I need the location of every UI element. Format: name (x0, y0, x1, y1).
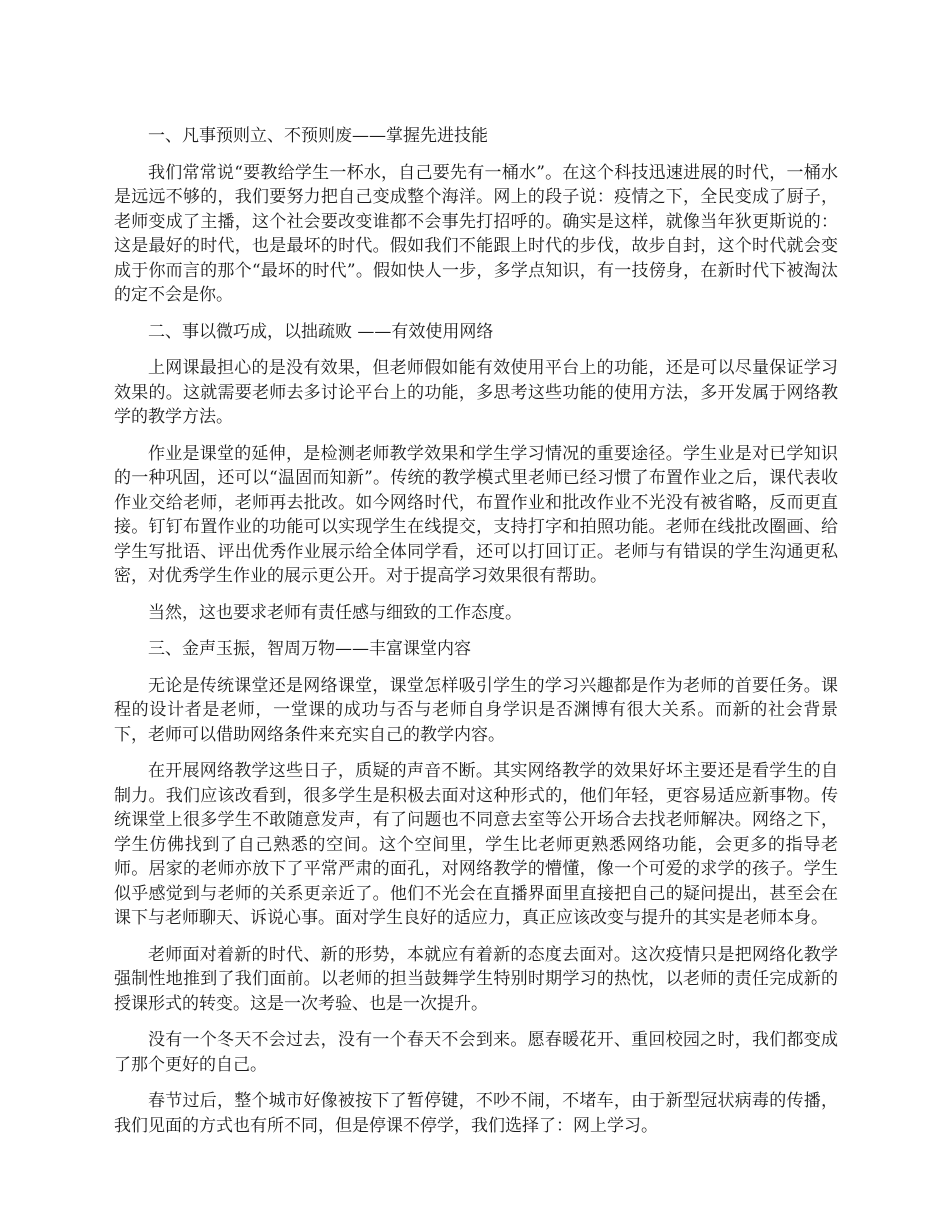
paragraph-9: 春节过后，整个城市好像被按下了暂停键，不吵不闹，不堵车，由于新型冠状病毒的传播，我们见面的方式也有所不同，但是停课不停学，我们选择了：网上学习。 (114, 1091, 838, 1136)
paragraph-6: 在开展网络教学这些日子，质疑的声音不断。其实网络教学的效果好坏主要还是看学生的自制力。我们应该改看到，很多学生是积极去面对这种形式的，他们年轻，更容易适应新事物。传统课堂上很多学生不敢随意发声，有了问题也不同意去室等公开场合去找老师解决。网络之下，学生仿佛找到了自己熟悉的空间。这个空间里，学生比老师更熟悉网络功能，会更多的指导老师。居家的老师亦放下了平常严肃的面孔，对网络教学的懵懂，像一个可爱的求学的孩子。学生似乎感觉到与老师的关系更亲近了。他们不光会在直播界面里直接把自己的疑问提出，甚至会在课下与老师聊天、诉说心事。面对学生良好的适应力，真正应该改变与提升的其实是老师本身。 (114, 761, 838, 928)
paragraph-4: 当然，这也要求老师有责任感与细致的工作态度。 (148, 602, 522, 623)
section-heading-3: 三、金声玉振，智周万物——丰富课堂内容 (148, 639, 471, 659)
paragraph-5: 无论是传统课堂还是网络课堂，课堂怎样吸引学生的学习兴趣都是作为老师的首要任务。课程的设计者是老师，一堂课的成功与否与老师自身学识是否渊博有很大关系。而新的社会背景下，老师可以借助网络条件来充实自己的教学内容。 (114, 675, 838, 745)
paragraph-7: 老师面对着新的时代、新的形势，本就应有着新的态度去面对。这次疫情只是把网络化教学强制性地推到了我们面前。以老师的担当鼓舞学生特别时期学习的热忱，以老师的责任完成新的授课形式的转变。这是一次考验、也是一次提升。 (114, 944, 838, 1014)
paragraph-3: 作业是课堂的延伸，是检测老师教学效果和学生学习情况的重要途径。学生业是对已学知识的一种巩固，还可以“温固而知新”。传统的教学模式里老师已经习惯了布置作业之后，课代表收作业交给老师，老师再去批改。如今网络时代，布置作业和批改作业不光没有被省略，反而更直接。钉钉布置作业的功能可以实现学生在线提交，支持打字和拍照功能。老师在线批改圈画、给学生写批语、评出优秀作业展示给全体同学看，还可以打回订正。老师与有错误的学生沟通更私密，对优秀学生作业的展示更公开。对于提高学习效果很有帮助。 (114, 443, 838, 586)
section-heading-2: 二、事以微巧成，以拙疏败 ——有效使用网络 (148, 321, 494, 342)
paragraph-1: 我们常常说“要教给学生一杯水，自己要先有一桶水”。在这个科技迅速进展的时代，一桶水是远远不够的，我们要努力把自己变成整个海洋。网上的段子说：疫情之下，全民变成了厨子，老师变成了主播，这个社会要改变谁都不会事先打招呼的。确实是这样，就像当年狄更斯说的：这是最好的时代，也是最坏的时代。假如我们不能跟上时代的步伐，故步自封，这个时代就会变成于你而言的那个“最坏的时代”。假如快人一步，多学点知识，有一技傍身，在新时代下被淘汰的定不会是你。 (114, 162, 838, 305)
paragraph-8: 没有一个冬天不会过去，没有一个春天不会到来。愿春暖花开、重回校园之时，我们都变成了那个更好的自己。 (114, 1030, 838, 1075)
document-body (114, 124, 838, 1150)
section-heading-1: 一、凡事预则立、不预则废——掌握先进技能 (148, 126, 488, 146)
paragraph-2: 上网课最担心的是没有效果，但老师假如能有效使用平台上的功能，还是可以尽量保证学习效果的。这就需要老师去多讨论平台上的功能，多思考这些功能的使用方法，多开发属于网络教学的教学方法。 (114, 358, 838, 427)
